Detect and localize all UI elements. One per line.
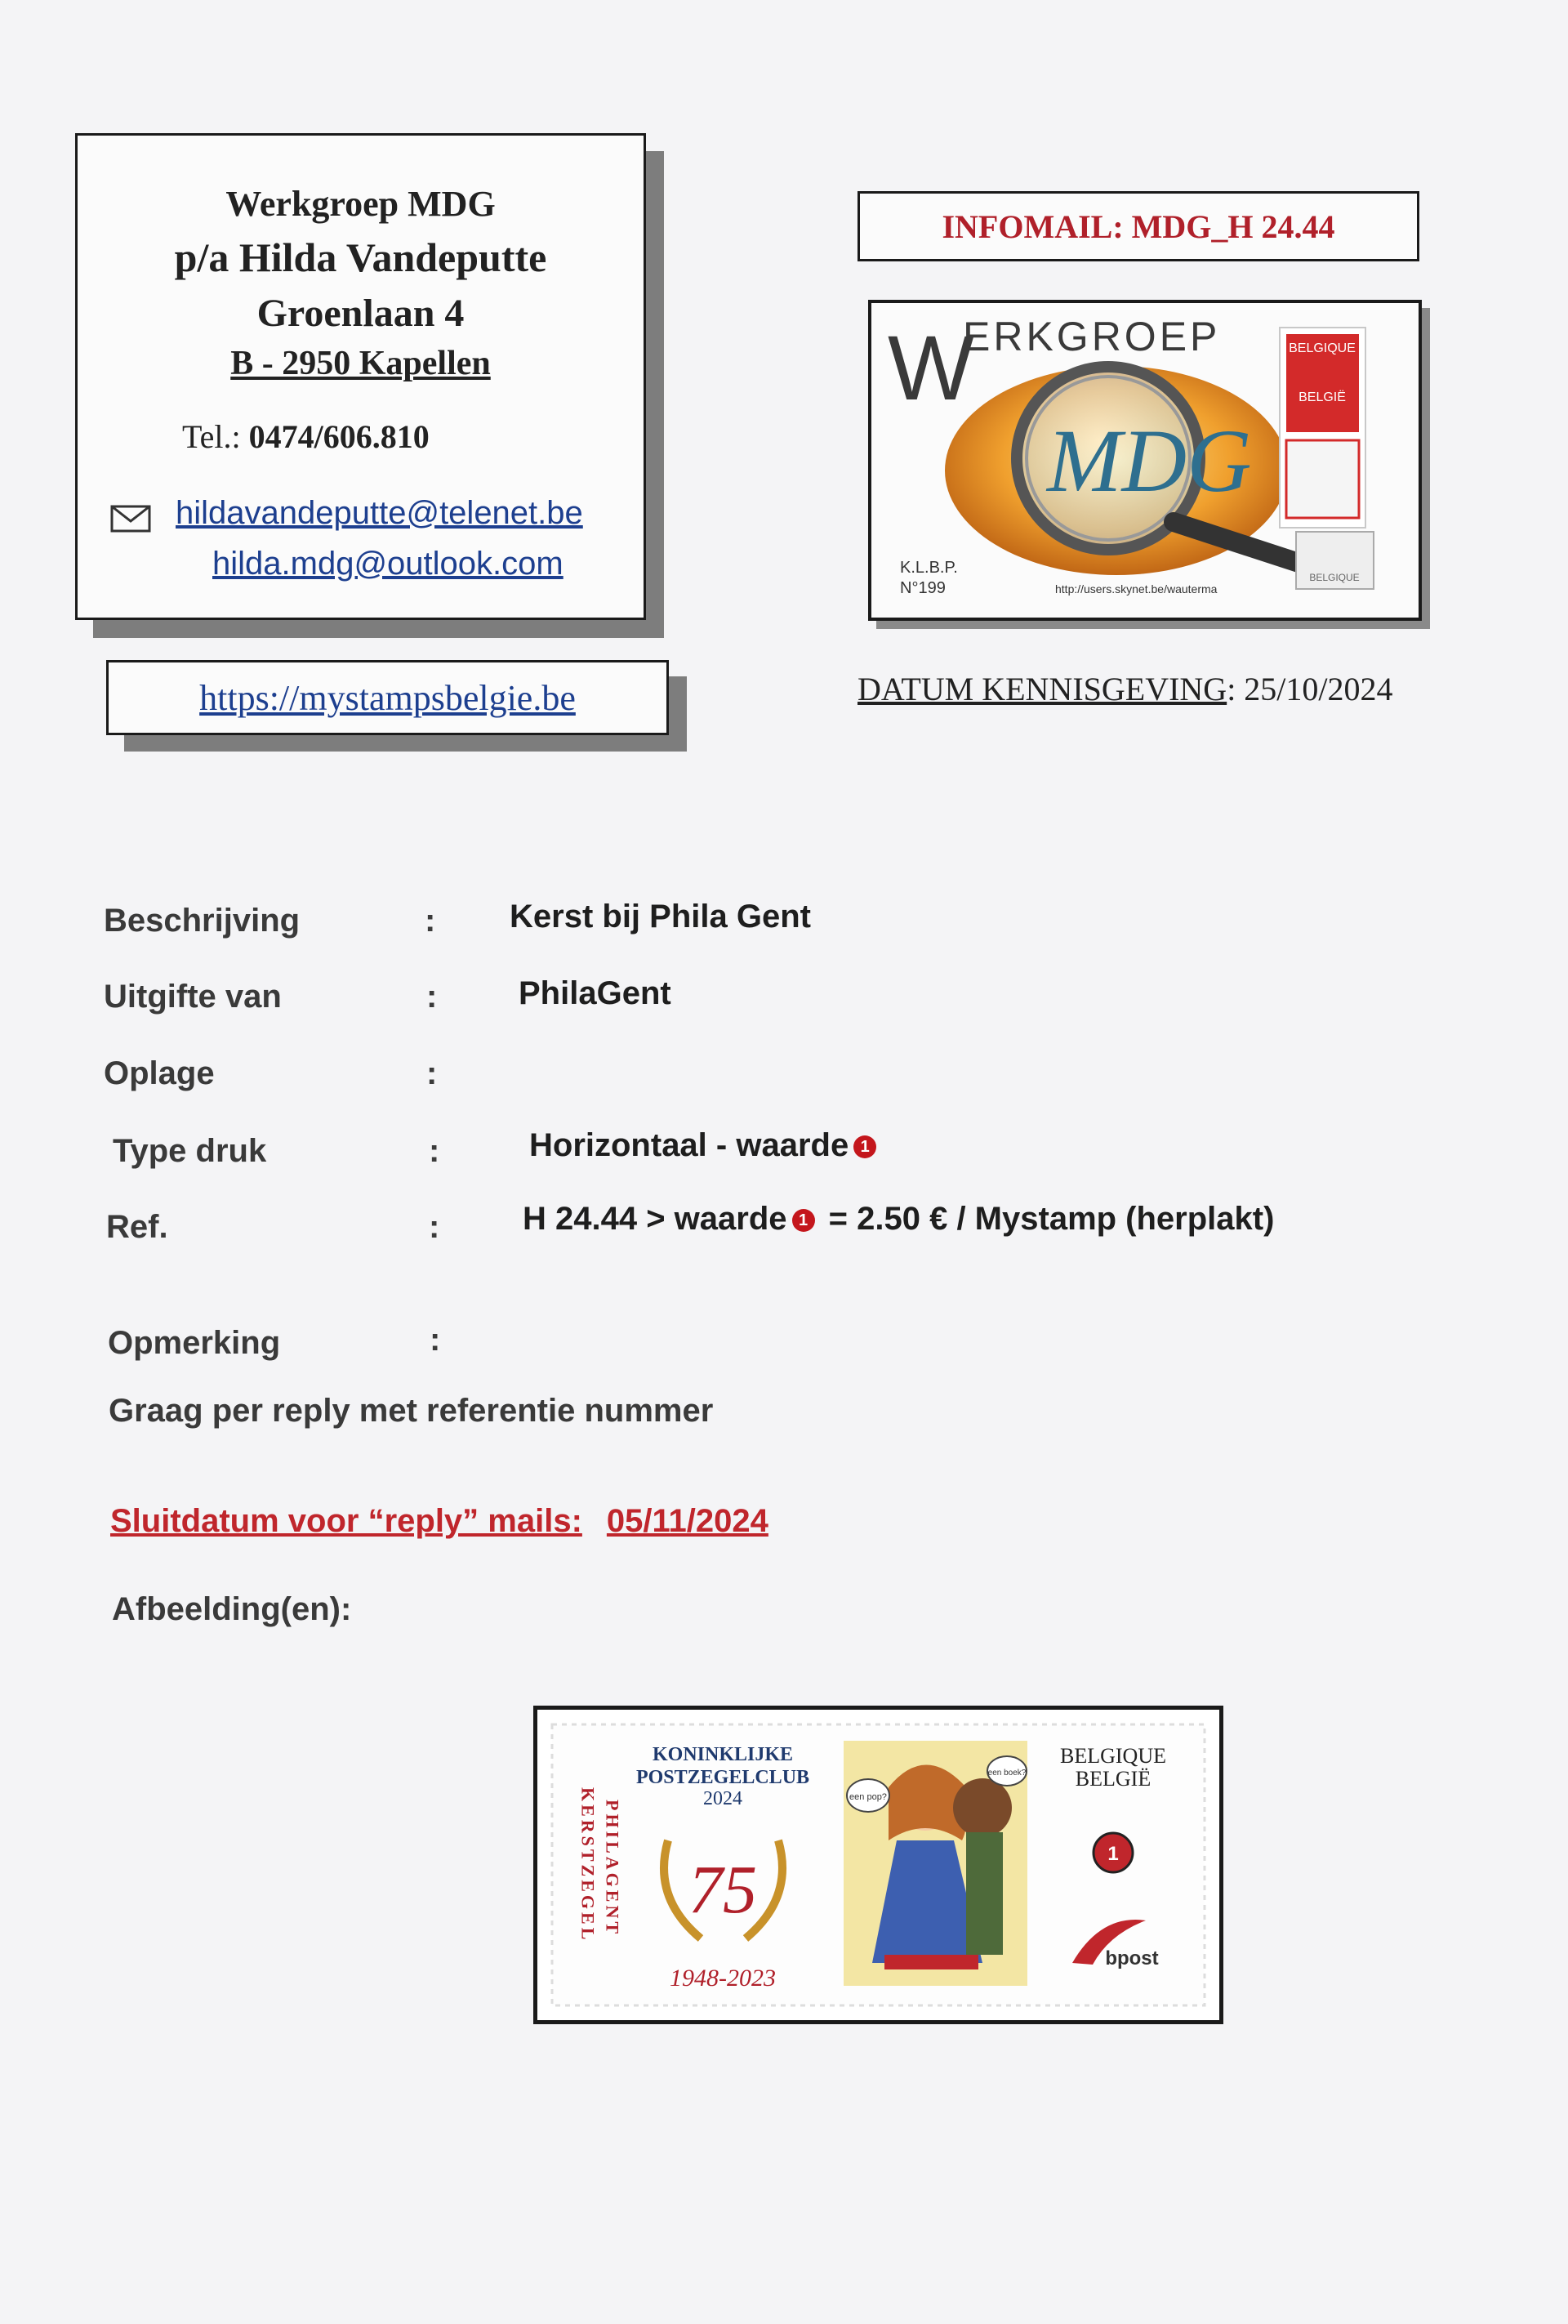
werkgroep-logo xyxy=(868,300,1422,621)
country-name-nl: BELGIË xyxy=(1075,1767,1152,1791)
field-label-print-type: Type druk xyxy=(113,1133,267,1169)
anniversary-period: 1948-2023 xyxy=(670,1965,776,1992)
address-contact: p/a Hilda Vandeputte xyxy=(174,234,547,280)
notification-date xyxy=(858,670,1393,708)
field-label-description: Beschrijving xyxy=(104,903,301,939)
infomail-reference: INFOMAIL: MDG_H 24.44 xyxy=(942,207,1335,245)
logo-title: ERKGROEP xyxy=(963,314,1221,359)
field-colon: : xyxy=(426,1055,438,1091)
website-link[interactable]: https://mystampsbelgie.be xyxy=(199,677,576,718)
value-badge-icon: 1 xyxy=(853,1135,876,1158)
vertical-text-philagent: PHILAGENT xyxy=(602,1800,623,1938)
club-year: 2024 xyxy=(703,1788,742,1809)
address-street: Groenlaan 4 xyxy=(256,292,465,335)
reply-deadline xyxy=(110,1503,768,1540)
notification-date-label: DATUM KENNISGEVING xyxy=(858,671,1227,707)
logo-stamp-text-3: BELGIQUE xyxy=(1309,572,1360,583)
christmas-stamp xyxy=(537,1710,1219,2020)
field-value-description: Kerst bij Phila Gent xyxy=(510,899,811,935)
phone-number: 0474/606.810 xyxy=(248,418,430,455)
logo-w-letter: W xyxy=(888,317,974,419)
logo-mdg-letters: MDG xyxy=(1047,411,1252,511)
bpost-brand: bpost xyxy=(1105,1947,1159,1969)
anniversary-number: 75 xyxy=(688,1852,757,1928)
field-colon: : xyxy=(429,1133,440,1169)
field-value-print-type xyxy=(529,1127,881,1164)
reply-instruction: Graag per reply met referentie nummer xyxy=(109,1393,714,1429)
vertical-text-kerstzegel: KERSTZEGEL xyxy=(577,1787,599,1943)
stamp-value: 1 xyxy=(1107,1843,1119,1865)
website-box xyxy=(106,660,669,735)
country-name-fr: BELGIQUE xyxy=(1060,1744,1166,1768)
field-value-issuer: PhilaGent xyxy=(519,975,671,1011)
logo-url: http://users.skynet.be/wauterma xyxy=(1055,582,1218,595)
field-value-reference xyxy=(523,1201,1274,1238)
logo-graphic xyxy=(871,303,1419,618)
field-label-print-run: Oplage xyxy=(104,1055,215,1091)
club-name-line2: POSTZEGELCLUB xyxy=(635,1767,810,1788)
print-type-text: Horizontaal - waarde xyxy=(529,1127,849,1163)
stamp-image xyxy=(533,1706,1223,2024)
deadline-date: 05/11/2024 xyxy=(606,1503,768,1539)
address-city: B - 2950 Kapellen xyxy=(230,345,491,382)
email-link-primary[interactable]: hildavandeputte@telenet.be xyxy=(176,495,583,531)
envelope-icon xyxy=(110,505,151,533)
address-org: Werkgroep MDG xyxy=(225,184,496,224)
logo-stamp-text-2: BELGIË xyxy=(1298,390,1346,404)
field-colon: : xyxy=(425,903,436,939)
reference-code: H 24.44 > waarde xyxy=(523,1201,787,1237)
logo-stamp-text: BELGIQUE xyxy=(1289,341,1356,355)
images-label: Afbeelding(en): xyxy=(112,1591,352,1627)
field-colon: : xyxy=(430,1322,441,1358)
field-label-remark: Opmerking xyxy=(108,1325,281,1361)
phone-label: Tel.: xyxy=(182,418,241,455)
infomail-box xyxy=(858,191,1419,261)
field-label-issuer: Uitgifte van xyxy=(104,979,282,1015)
logo-klbp: K.L.B.P. xyxy=(900,559,958,577)
reference-price: = 2.50 € / Mystamp (herplakt) xyxy=(819,1201,1275,1237)
value-badge-icon: 1 xyxy=(792,1209,815,1232)
speech-bubble-left: een pop? xyxy=(849,1792,887,1802)
deadline-label: Sluitdatum voor “reply” mails: xyxy=(110,1503,582,1539)
address-box xyxy=(75,133,646,620)
field-colon: : xyxy=(429,1209,440,1245)
email-link-secondary[interactable]: hilda.mdg@outlook.com xyxy=(212,546,564,582)
speech-bubble-right: een boek? xyxy=(987,1769,1027,1778)
field-label-reference: Ref. xyxy=(106,1209,168,1245)
field-colon: : xyxy=(426,979,438,1015)
club-name-line1: KONINKLIJKE xyxy=(652,1744,794,1765)
logo-number: N°199 xyxy=(900,579,946,597)
notification-date-value: : 25/10/2024 xyxy=(1227,671,1393,707)
address-phone xyxy=(182,417,430,456)
